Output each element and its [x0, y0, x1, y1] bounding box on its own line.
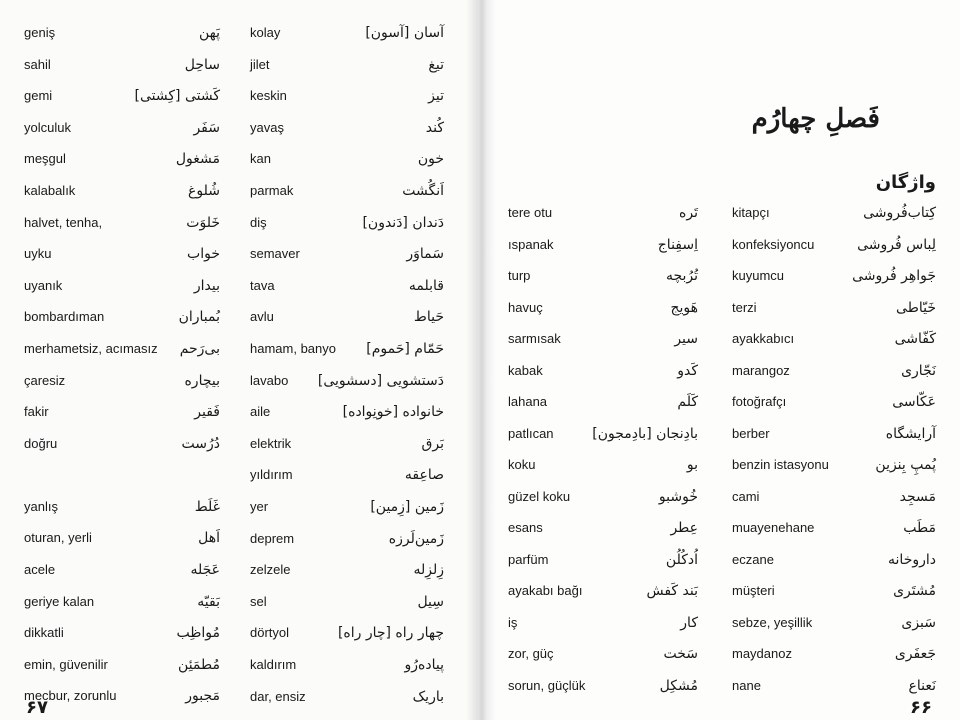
persian-word: غَلَط: [194, 499, 220, 515]
persian-word: مَطَب: [903, 520, 936, 536]
persian-word: کَلَم: [677, 394, 698, 410]
turkish-word: yer: [250, 499, 269, 514]
persian-word: مَسجِد: [899, 489, 936, 505]
turkish-word: bombardıman: [24, 309, 105, 324]
vocab-entry: [0, 498, 478, 528]
persian-word: فَقیر: [194, 404, 220, 420]
turkish-word: sebze, yeşillik: [732, 615, 813, 630]
turkish-word: güzel koku: [508, 489, 571, 504]
turkish-word: sorun, güçlük: [508, 678, 586, 693]
vocab-entry: [0, 561, 478, 591]
persian-word: کار: [680, 615, 698, 631]
turkish-word: halvet, tenha,: [24, 215, 103, 230]
turkish-word: kaldırım: [250, 657, 297, 672]
vocab-entry: [0, 656, 478, 686]
persian-word: سیر: [674, 331, 698, 347]
turkish-word: muayenehane: [732, 520, 815, 535]
persian-word: بَند کَفش: [646, 583, 698, 599]
persian-word: سَخت: [663, 646, 698, 662]
persian-word: بیچاره: [184, 373, 220, 389]
vocab-entry: [482, 582, 960, 612]
persian-word: مَجبور: [185, 688, 220, 704]
turkish-word: eczane: [732, 552, 774, 567]
persian-word: آسان [آسون]: [365, 25, 444, 41]
turkish-word: sarmısak: [508, 331, 561, 346]
persian-word: کُند: [425, 120, 444, 136]
persian-word: پیاده‌رُو: [404, 657, 444, 673]
turkish-word: doğru: [24, 436, 58, 451]
persian-word: زِلزِله: [413, 562, 444, 578]
persian-word: بادِنجان [بادِمجون]: [592, 426, 698, 442]
turkish-word: iş: [508, 615, 518, 630]
vocab-entry: [0, 119, 478, 149]
turkish-word: kan: [250, 151, 271, 166]
vocab-entry: [0, 214, 478, 244]
right-page: [482, 0, 960, 720]
turkish-word: maydanoz: [732, 646, 792, 661]
turkish-word: parfüm: [508, 552, 549, 567]
turkish-word: esans: [508, 520, 543, 535]
vocab-entry: [482, 456, 960, 486]
book-gutter: [466, 0, 496, 720]
turkish-word: turp: [508, 268, 531, 283]
turkish-word: kalabalık: [24, 183, 76, 198]
persian-word: مُواظِب: [176, 625, 220, 641]
persian-word: هَویج: [670, 300, 698, 316]
turkish-word: tava: [250, 278, 275, 293]
persian-word: مُطمَئِن: [178, 657, 220, 673]
persian-word: بَقیّه: [197, 594, 220, 610]
turkish-word: sel: [250, 594, 267, 609]
persian-word: کِتاب‌فُروشی: [863, 205, 936, 221]
persian-word: مُشتَری: [893, 583, 936, 599]
turkish-word: dörtyol: [250, 625, 290, 640]
vocab-entry: [0, 466, 478, 496]
vocab-entry: [0, 435, 478, 465]
persian-word: پَهن: [198, 25, 220, 41]
persian-word: شُلوغ: [188, 183, 220, 199]
vocab-entry: [0, 56, 478, 86]
left-page-number: ۶۷: [26, 697, 48, 718]
vocab-entry: [0, 277, 478, 307]
turkish-word: elektrik: [250, 436, 292, 451]
turkish-word: kitapçı: [732, 205, 770, 220]
turkish-word: yavaş: [250, 120, 284, 135]
turkish-word: fotoğrafçı: [732, 394, 787, 409]
vocab-entry: [0, 530, 478, 560]
turkish-word: havuç: [508, 300, 543, 315]
turkish-word: cami: [732, 489, 760, 504]
vocab-entry: [0, 403, 478, 433]
persian-word: زَمین‌لَرزه: [388, 531, 444, 547]
turkish-word: sahil: [24, 57, 51, 72]
persian-word: بَرق: [421, 436, 444, 452]
turkish-word: gemi: [24, 88, 53, 103]
turkish-word: geriye kalan: [24, 594, 95, 609]
persian-word: خون: [417, 151, 444, 167]
turkish-word: patlıcan: [508, 426, 554, 441]
turkish-word: oturan, yerli: [24, 530, 92, 545]
persian-word: باریک: [412, 689, 444, 705]
turkish-word: ayakkabıcı: [732, 331, 795, 346]
persian-word: آرایشگاه: [885, 426, 936, 442]
turkish-word: dikkatli: [24, 625, 64, 640]
persian-word: بُمباران: [178, 309, 220, 325]
turkish-word: avlu: [250, 309, 274, 324]
vocab-entry: [0, 308, 478, 338]
vocab-entry: [0, 150, 478, 180]
vocab-entry: [482, 236, 960, 266]
chapter-title: فَصلِ چهارُم: [751, 104, 880, 134]
vocab-entry: [482, 267, 960, 297]
turkish-word: yıldırım: [250, 467, 293, 482]
turkish-word: ıspanak: [508, 237, 554, 252]
persian-word: اَنگُشت: [402, 183, 444, 199]
turkish-word: deprem: [250, 531, 295, 546]
persian-word: دُرُست: [181, 436, 220, 452]
vocab-entry: [0, 372, 478, 402]
persian-word: تَره: [679, 205, 698, 221]
vocab-entry: [0, 182, 478, 212]
vocab-entry: [0, 688, 478, 718]
persian-word: حَمّام [حَموم]: [366, 341, 444, 357]
turkish-word: lahana: [508, 394, 548, 409]
persian-word: دَستشویی [دسشویی]: [317, 373, 444, 389]
turkish-word: müşteri: [732, 583, 775, 598]
persian-word: دَندان [دَندون]: [362, 215, 444, 231]
turkish-word: ayakabı bağı: [508, 583, 583, 598]
turkish-word: konfeksiyoncu: [732, 237, 815, 252]
turkish-word: kabak: [508, 363, 543, 378]
turkish-word: acele: [24, 562, 56, 577]
persian-word: حَیاط: [413, 309, 444, 325]
persian-word: تیغ: [428, 57, 444, 73]
turkish-word: fakir: [24, 404, 49, 419]
persian-word: پُمپِ بِنزین: [875, 457, 936, 473]
persian-word: خَیّاطی: [896, 300, 936, 316]
persian-word: نَجّاری: [901, 363, 936, 379]
turkish-word: meşgul: [24, 151, 66, 166]
persian-word: سَماوَر: [406, 246, 444, 262]
persian-word: تیز: [428, 88, 444, 104]
persian-word: خانواده [خونِواده]: [342, 404, 444, 420]
turkish-word: kuyumcu: [732, 268, 785, 283]
vocab-entry: [482, 519, 960, 549]
turkish-word: terzi: [732, 300, 757, 315]
turkish-word: tere otu: [508, 205, 553, 220]
turkish-word: zor, güç: [508, 646, 554, 661]
vocab-entry: [0, 340, 478, 370]
vocab-entry: [0, 245, 478, 275]
persian-word: عَجَله: [190, 562, 220, 578]
vocab-entry: [0, 593, 478, 623]
turkish-word: uyku: [24, 246, 52, 261]
persian-word: تُرُبچه: [665, 268, 698, 284]
persian-word: خواب: [187, 246, 220, 262]
turkish-word: diş: [250, 215, 267, 230]
turkish-word: geniş: [24, 25, 56, 40]
persian-word: خَلوَت: [186, 215, 220, 231]
turkish-word: dar, ensiz: [250, 689, 306, 704]
persian-word: جَعفَری: [894, 646, 936, 662]
turkish-word: merhametsiz, acımasız: [24, 341, 158, 356]
vocab-entry: [0, 624, 478, 654]
persian-word: خُوشبو: [658, 489, 698, 505]
persian-word: عَکّاسی: [892, 394, 936, 410]
persian-word: عِطر: [670, 520, 698, 536]
right-page-number: ۶۶: [910, 697, 932, 718]
vocab-entry: [482, 488, 960, 518]
persian-word: داروخانه: [888, 552, 936, 568]
persian-word: اِسفِناج: [657, 237, 698, 253]
persian-word: بی‌رَحم: [179, 341, 220, 357]
persian-word: مُشکِل: [659, 678, 698, 694]
turkish-word: lavabo: [250, 373, 289, 388]
turkish-word: aile: [250, 404, 271, 419]
vocab-entry: [0, 24, 478, 54]
vocab-entry: [482, 204, 960, 234]
vocab-entry: [0, 87, 478, 117]
vocab-entry: [482, 299, 960, 329]
turkish-word: benzin istasyonu: [732, 457, 829, 472]
left-page: [0, 0, 478, 720]
turkish-word: uyanık: [24, 278, 63, 293]
vocab-entry: [482, 330, 960, 360]
turkish-word: semaver: [250, 246, 300, 261]
persian-word: صاعِقه: [404, 467, 444, 483]
persian-word: ساحِل: [184, 57, 220, 73]
persian-word: کَفّاشی: [894, 331, 936, 347]
vocab-entry: [482, 362, 960, 392]
persian-word: اَهل: [198, 530, 220, 546]
section-title: واژگان: [875, 172, 936, 193]
vocab-entry: [482, 677, 960, 707]
persian-word: بو: [686, 457, 698, 473]
persian-word: سَفَر: [193, 120, 220, 136]
turkish-word: zelzele: [250, 562, 291, 577]
vocab-entry: [482, 425, 960, 455]
persian-word: لِباس فُروشی: [857, 237, 936, 253]
turkish-word: nane: [732, 678, 761, 693]
turkish-word: jilet: [250, 57, 270, 72]
turkish-word: çaresiz: [24, 373, 66, 388]
vocab-entry: [482, 551, 960, 581]
turkish-word: berber: [732, 426, 770, 441]
turkish-word: kolay: [250, 25, 281, 40]
turkish-word: mecbur, zorunlu: [24, 688, 117, 703]
turkish-word: emin, güvenilir: [24, 657, 108, 672]
turkish-word: hamam, banyo: [250, 341, 336, 356]
vocab-entry: [482, 645, 960, 675]
persian-word: نَعناع: [908, 678, 936, 694]
turkish-word: parmak: [250, 183, 294, 198]
persian-word: اُدکُلُن: [665, 552, 698, 568]
turkish-word: yanlış: [24, 499, 58, 514]
turkish-word: marangoz: [732, 363, 790, 378]
vocab-entry: [482, 614, 960, 644]
persian-word: زَمین [زِمین]: [370, 499, 444, 515]
persian-word: سَبزی: [901, 615, 936, 631]
turkish-word: keskin: [250, 88, 287, 103]
turkish-word: koku: [508, 457, 536, 472]
persian-word: چهار راه [چار راه]: [337, 625, 444, 641]
persian-word: قابلمه: [408, 278, 444, 294]
persian-word: بیدار: [193, 278, 220, 294]
vocab-entry: [482, 393, 960, 423]
persian-word: جَواهِر فُروشی: [852, 268, 936, 284]
turkish-word: yolculuk: [24, 120, 71, 135]
persian-word: کَدو: [677, 363, 698, 379]
persian-word: کَشتی [کِشتی]: [134, 88, 220, 104]
persian-word: سِیل: [417, 594, 444, 610]
persian-word: مَشغول: [175, 151, 220, 167]
